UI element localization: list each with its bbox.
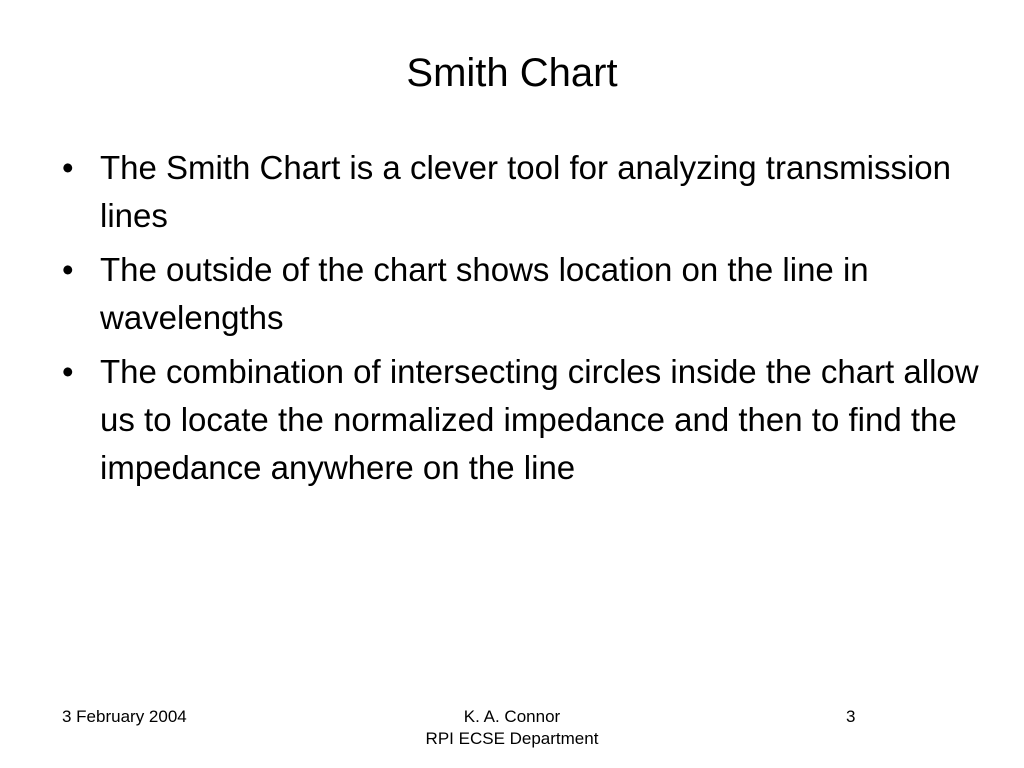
bullet-item bbox=[62, 246, 982, 342]
bullet-marker: • bbox=[62, 149, 74, 186]
footer-date: 3 February 2004 bbox=[62, 707, 187, 726]
footer-department: RPI ECSE Department bbox=[425, 729, 599, 748]
footer-page-number: 3 bbox=[846, 707, 856, 726]
footer-author bbox=[0, 706, 1024, 750]
bullet-item bbox=[62, 348, 982, 492]
bullet-text: The combination of intersecting circles inside the chart allow us to locate the normalized impedance and then to find the impedance anywhere on the line bbox=[100, 353, 979, 486]
bullet-text: The outside of the chart shows location on the line in wavelengths bbox=[100, 251, 869, 336]
bullet-marker: • bbox=[62, 353, 74, 390]
bullet-text: The Smith Chart is a clever tool for analyzing transmission lines bbox=[100, 149, 952, 234]
footer-author-name: K. A. Connor bbox=[463, 707, 561, 726]
bullet-marker: • bbox=[62, 251, 74, 288]
slide-title: Smith Chart bbox=[406, 51, 618, 95]
bullet-item bbox=[62, 144, 982, 240]
bullet-list bbox=[62, 144, 982, 498]
